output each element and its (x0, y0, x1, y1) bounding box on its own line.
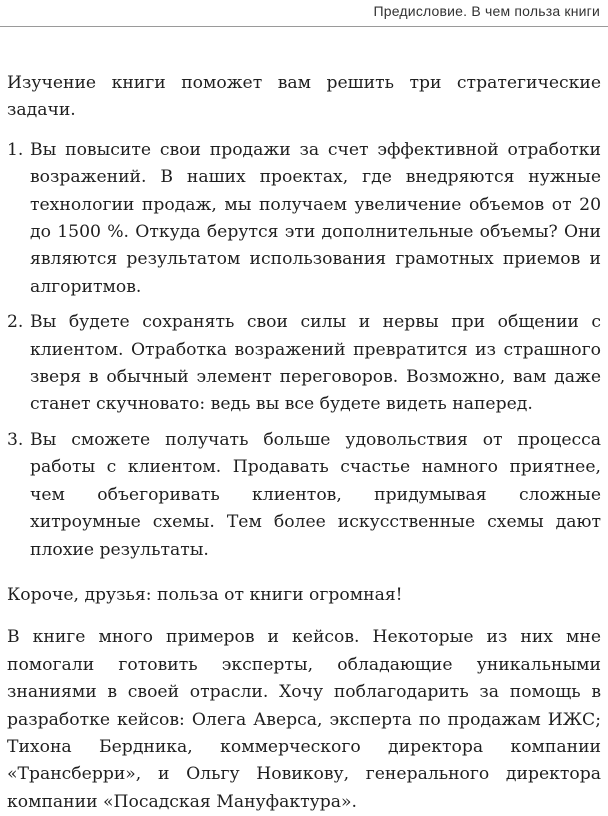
page-body (7, 70, 601, 816)
list-item (7, 309, 601, 419)
list-item (7, 427, 601, 564)
examples-paragraph: В книге много примеров и кейсов. Некоторые из них мне помогали готовить эксперты, обладающие уникальными знаниями в своей отрасли. Хочу поблагодарить за помощь в разработке кейсов: Олега Аверса, эксперта по продажам ИЖС; Тихона Бердника, коммерческого директора компании «Трансберри», и Ольгу Новикову, генерального директора компании «Посадская Мануфактура». (7, 627, 601, 812)
task-list (7, 137, 601, 564)
list-item-number: 1. (7, 139, 24, 160)
running-title: Предисловие. В чем польза книги (373, 3, 600, 19)
list-item-number: 2. (7, 312, 24, 333)
conclusion-paragraph: Короче, друзья: польза от книги огромная! (7, 584, 403, 605)
list-item-number: 3. (7, 429, 24, 450)
list-item-text: Вы будете сохранять свои силы и нервы при общении с клиентом. Отработка возражений превратится из страшного зверя в обычный элемент переговоров. Возможно, вам даже станет скучновато: ведь вы все будете видеть наперед. (30, 312, 601, 415)
list-item-text: Вы сможете получать больше удовольствия от процесса работы с клиентом. Продавать счастье намного приятнее, чем объегоривать клиентов, придумывая сложные хитроумные схемы. Тем более искусственные схемы дают плохие результаты. (30, 429, 601, 560)
list-item-text: Вы повысите свои продажи за счет эффективной отработки возражений. В наших проектах, где внедряются нужные технологии продаж, мы получаем увеличение объемов от 20 до 1500 %. Откуда берутся эти дополнительные объемы? Они являются результатом использования грамотных приемов и алгоритмов. (30, 139, 601, 297)
list-item (7, 137, 601, 301)
running-header (0, 0, 608, 27)
intro-paragraph: Изучение книги поможет вам решить три стратегические задачи. (7, 73, 601, 121)
